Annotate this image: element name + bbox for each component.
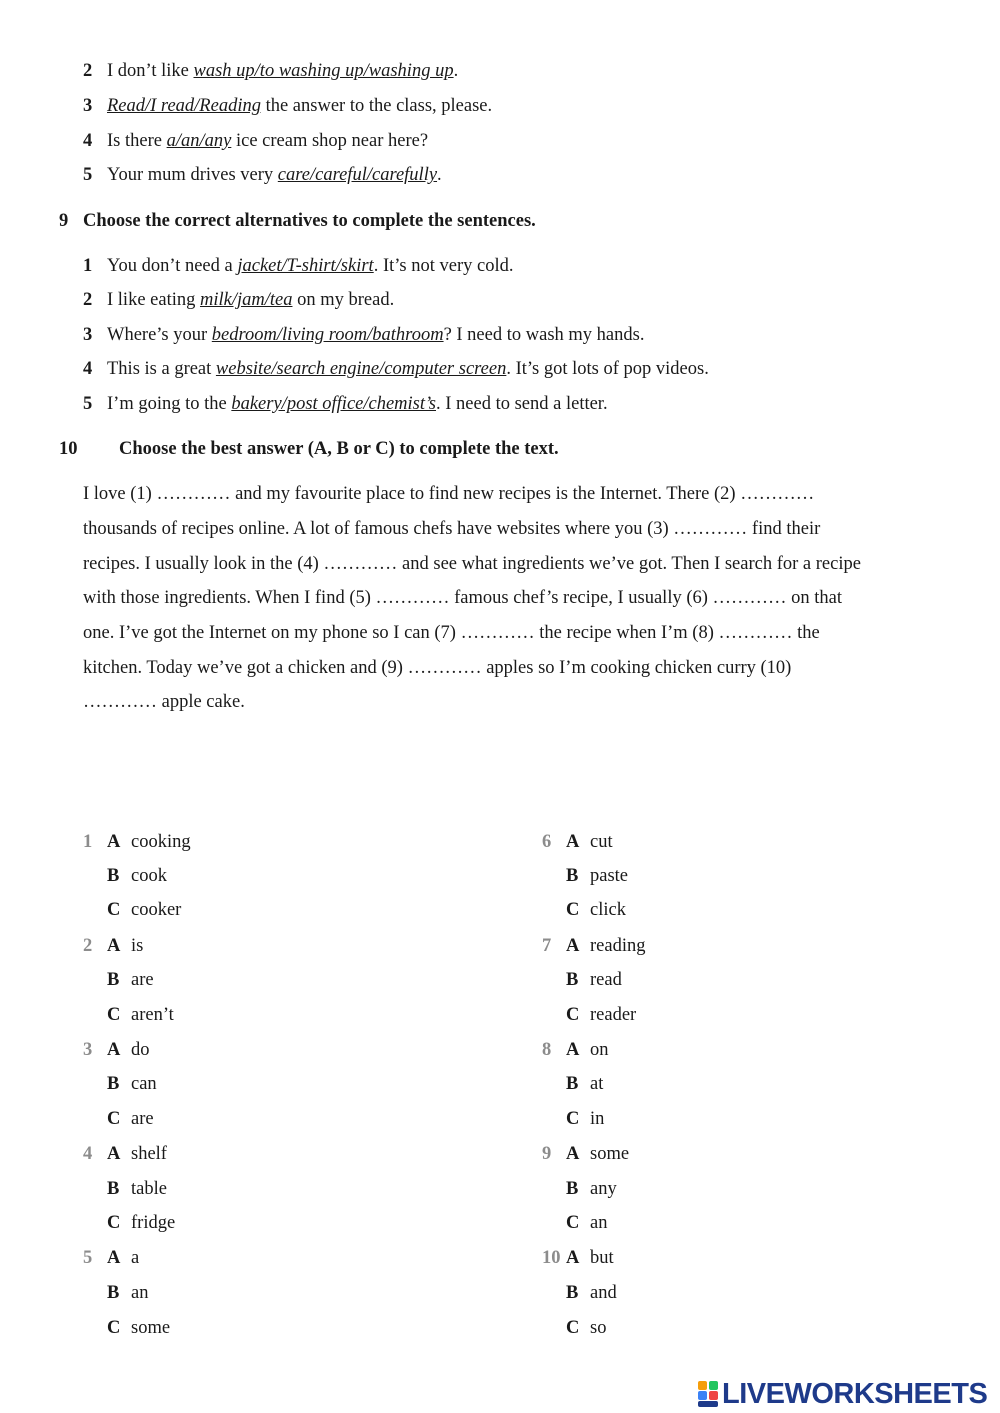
alternatives[interactable]: website/search engine/computer screen bbox=[215, 359, 507, 379]
text-line: I love (1) ………… and my favourite place to find new recipes is the Internet. There (2) ………… bbox=[83, 484, 815, 504]
text-line: with those ingredients. When I find (5) ………… famous chef’s recipe, I usually (6) ………… on that bbox=[83, 588, 843, 608]
text-line: kitchen. Today we’ve got a chicken and (9) ………… apples so I’m cooking chicken curry (10) bbox=[83, 658, 792, 678]
alternatives[interactable]: care/careful/carefully bbox=[277, 165, 438, 185]
logo-mark-icon bbox=[698, 1379, 720, 1409]
alternatives[interactable]: jacket/T-shirt/skirt bbox=[237, 256, 374, 276]
text-line: thousands of recipes online. A lot of famous chefs have websites where you (3) ………… find their bbox=[83, 519, 821, 539]
liveworksheets-logo[interactable] bbox=[698, 1377, 987, 1411]
logo-text: LIVEWORKSHEETS bbox=[722, 1377, 988, 1410]
section-10-heading: 10 Choose the best answer (A, B or C) to complete the text. bbox=[59, 439, 559, 459]
text-line: one. I’ve got the Internet on my phone so I can (7) ………… the recipe when I’m (8) ………… the bbox=[83, 623, 820, 643]
text-line: recipes. I usually look in the (4) ………… and see what ingredients we’ve got. Then I search for a recipe bbox=[83, 554, 861, 574]
alternatives[interactable]: bedroom/living room/bathroom bbox=[211, 325, 444, 345]
section-9-heading: 9 Choose the correct alternatives to complete the sentences. bbox=[59, 211, 536, 231]
alternatives[interactable]: bakery/post office/chemist’s bbox=[231, 394, 436, 414]
alternatives[interactable]: milk/jam/tea bbox=[199, 290, 293, 310]
gap-fill-text bbox=[83, 483, 963, 723]
alternatives[interactable]: a/an/any bbox=[166, 131, 232, 151]
alternatives[interactable]: Read/I read/Reading bbox=[107, 96, 261, 116]
worksheet-page: 2 I don’t like wash up/to washing up/washing up. 3 Read/I read/Reading the answer to the class, please. 4 Is there a/an/any ice cream shop near here? 5 Your mum drives very care/careful/carefully. 9 Choose the correct alternatives to complete the sentences. 1 You don’t need a jacket/T-shirt/skirt. It’s not very cold. 2 I like eating milk/jam/tea on my bread. 3 Where’s your bedroom/living room/bathroom? I need to wash my hands. 4 This is a great website/search engine/computer screen. It’s got lots of pop videos. 5 I’m going to the bakery/post office/chemist’s. I need to send a letter. 10 Choose the best answer (A, B or C) to complete the text. I love (1) ………… and my favourite place to find new recipes is the Internet. There (2) ………… thousands of recipes online. A lot of famous chefs have websites where you (3) ………… find their recipes. I usually look in the (4) ………… and see what ingredients we’ve got. Then I search for a recipe with those ingredients. When I find (5) ………… famous chef’s recipe, I usually (6) ………… on that one. I’ve got the Internet on my phone so I can (7) ………… the recipe when I’m (8) ………… the kitchen. Today we’ve got a chicken and (9) ………… apples so I’m cooking chicken curry (10) ………… apple cake. 1 A cooking B cook C cooker 2 A is B are C aren’t 3 A do B can C are 4 A shelf B table C fridge 5 A a B an C some 6 A cut B paste C click 7 A reading B read C reader 8 A on B at C in 9 A some B any C an 10 A but B and C so LIVEWORKSHEETS bbox=[59, 61, 988, 1410]
text-line: ………… apple cake. bbox=[83, 692, 245, 712]
alternatives[interactable]: wash up/to washing up/washing up bbox=[193, 61, 454, 81]
